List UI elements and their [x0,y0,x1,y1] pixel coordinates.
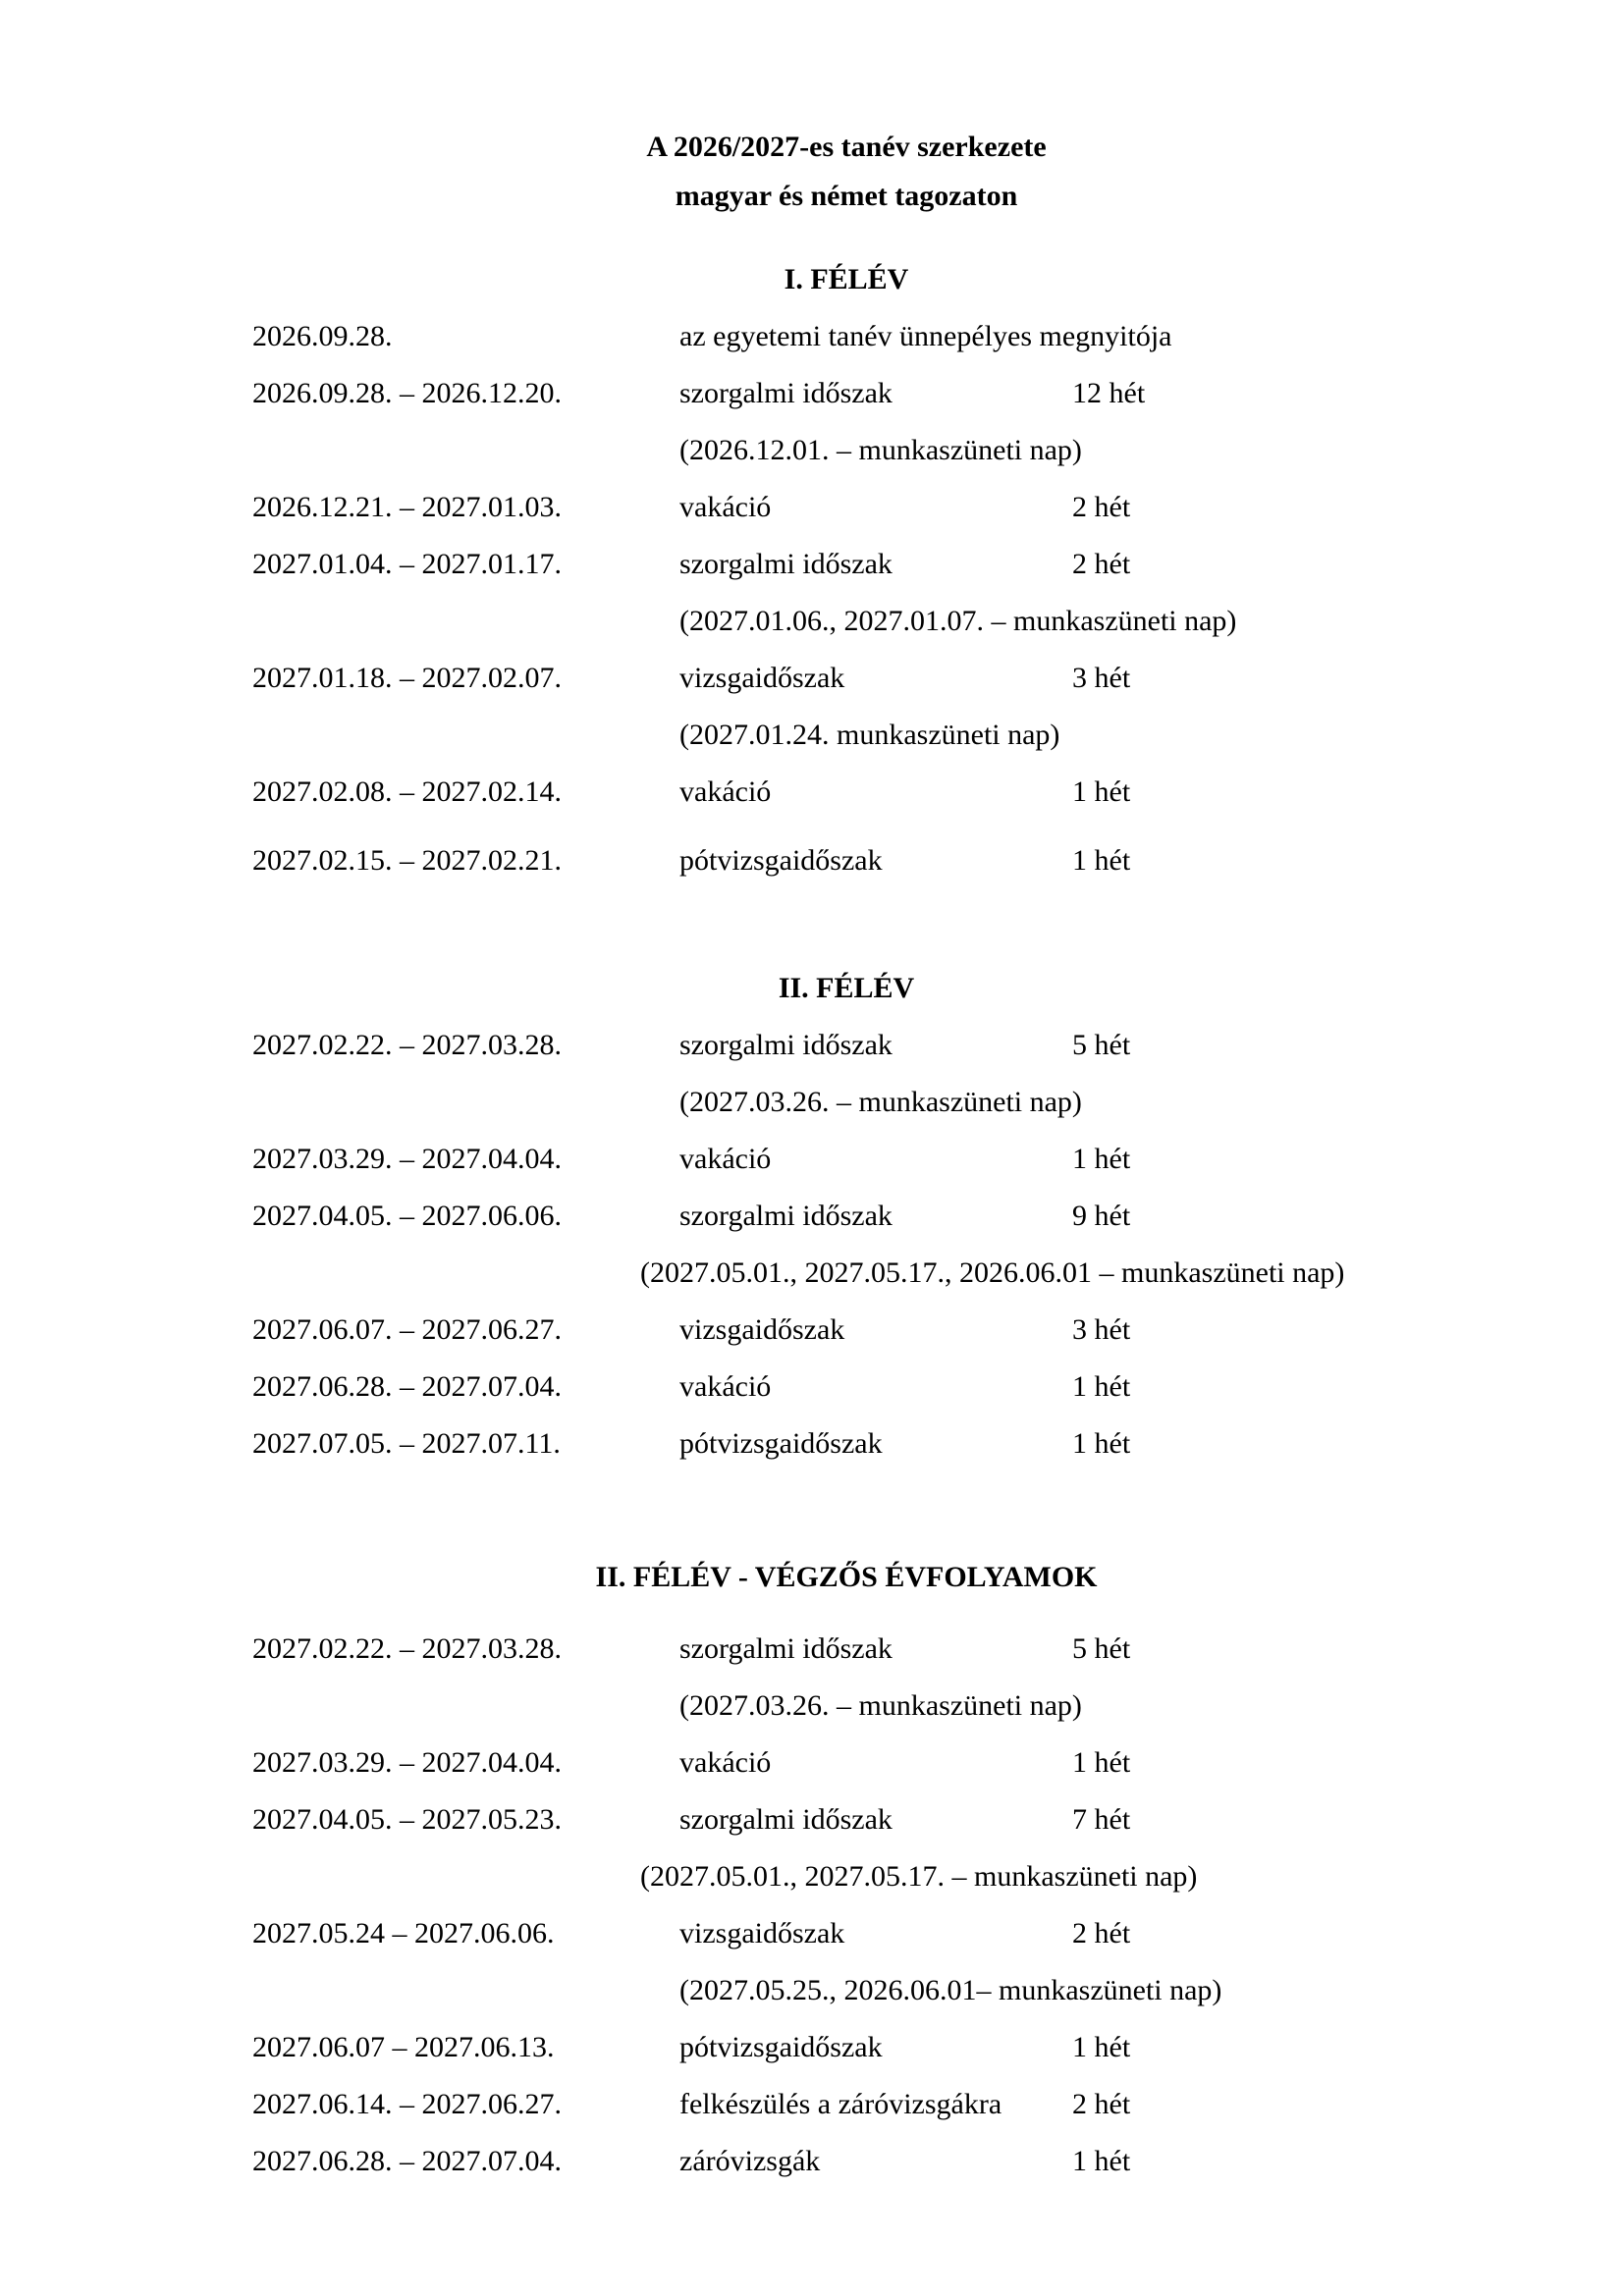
schedule-row [0,1310,1624,1350]
duration-weeks: 1 hét [1072,1746,1131,1779]
period-name: szorgalmi időszak [679,377,893,409]
schedule-note-row [0,1686,1624,1726]
date-range: 2027.03.29. – 2027.04.04. [252,1143,562,1175]
period-name: vakáció [679,1370,772,1403]
schedule-row [0,1026,1624,1065]
duration-weeks: 5 hét [1072,1029,1131,1061]
period-name: vakáció [679,1746,772,1779]
duration-weeks: 2 hét [1072,1917,1131,1949]
date-range: 2027.02.22. – 2027.03.28. [252,1029,562,1061]
schedule-row [0,317,1624,356]
period-name: vakáció [679,1143,772,1175]
schedule-row [0,1424,1624,1464]
schedule-row [0,1197,1624,1236]
date-range: 2027.07.05. – 2027.07.11. [252,1427,561,1460]
section-heading: I. FÉLÉV [784,263,909,295]
document-subtitle: magyar és német tagozaton [675,180,1018,212]
schedule-row [0,1367,1624,1407]
period-name: pótvizsgaidőszak [679,2031,883,2063]
duration-weeks: 1 hét [1072,2145,1131,2177]
section-heading: II. FÉLÉV [778,972,915,1004]
period-name: szorgalmi időszak [679,1803,893,1836]
duration-weeks: 9 hét [1072,1200,1131,1232]
duration-weeks: 1 hét [1072,1427,1131,1460]
duration-weeks: 1 hét [1072,1370,1131,1403]
duration-weeks: 12 hét [1072,377,1146,409]
holiday-note: (2027.03.26. – munkaszüneti nap) [679,1086,1082,1118]
holiday-note: (2027.05.25., 2026.06.01– munkaszüneti nap) [679,1974,1222,2006]
schedule-row [0,773,1624,812]
period-name: vakáció [679,491,772,523]
duration-weeks: 2 hét [1072,2088,1131,2120]
period-name: az egyetemi tanév ünnepélyes megnyitója [679,320,1172,352]
schedule-note-row [0,1083,1624,1122]
period-name: vizsgaidőszak [679,1313,845,1346]
schedule-row [0,1629,1624,1669]
schedule-note-row [0,1971,1624,2010]
period-name: felkészülés a záróvizsgákra [679,2088,1002,2120]
date-range: 2027.06.07. – 2027.06.27. [252,1313,562,1346]
period-name: szorgalmi időszak [679,1200,893,1232]
section-heading: II. FÉLÉV - VÉGZŐS ÉVFOLYAMOK [595,1561,1098,1593]
period-name: vizsgaidőszak [679,662,845,694]
duration-weeks: 3 hét [1072,1313,1131,1346]
schedule-row [0,1914,1624,1953]
schedule-note-row [0,1254,1624,1293]
schedule-row [0,2142,1624,2181]
date-range: 2027.05.24 – 2027.06.06. [252,1917,555,1949]
holiday-note: (2027.01.06., 2027.01.07. – munkaszüneti nap) [679,605,1237,637]
date-range: 2026.09.28. [252,320,393,352]
schedule-row [0,1743,1624,1783]
duration-weeks: 7 hét [1072,1803,1131,1836]
duration-weeks: 1 hét [1072,844,1131,877]
period-name: szorgalmi időszak [679,548,893,580]
period-name: vizsgaidőszak [679,1917,845,1949]
duration-weeks: 2 hét [1072,548,1131,580]
schedule-row [0,2028,1624,2067]
date-range: 2027.04.05. – 2027.05.23. [252,1803,562,1836]
schedule-note-row [0,1857,1624,1896]
period-name: pótvizsgaidőszak [679,1427,883,1460]
date-range: 2027.01.04. – 2027.01.17. [252,548,562,580]
date-range: 2027.06.14. – 2027.06.27. [252,2088,562,2120]
document-title: A 2026/2027-es tanév szerkezete [646,131,1047,163]
schedule-row [0,1800,1624,1840]
schedule-row [0,488,1624,527]
schedule-note-row [0,431,1624,470]
period-name: pótvizsgaidőszak [679,844,883,877]
duration-weeks: 1 hét [1072,1143,1131,1175]
holiday-note: (2027.03.26. – munkaszüneti nap) [679,1689,1082,1722]
duration-weeks: 3 hét [1072,662,1131,694]
schedule-note-row [0,716,1624,755]
period-name: vakáció [679,775,772,808]
date-range: 2027.03.29. – 2027.04.04. [252,1746,562,1779]
schedule-row [0,841,1624,881]
date-range: 2027.01.18. – 2027.02.07. [252,662,562,694]
period-name: záróvizsgák [679,2145,821,2177]
date-range: 2027.06.28. – 2027.07.04. [252,1370,562,1403]
duration-weeks: 1 hét [1072,2031,1131,2063]
date-range: 2027.06.28. – 2027.07.04. [252,2145,562,2177]
holiday-note: (2027.05.01., 2027.05.17. – munkaszüneti nap) [640,1860,1198,1893]
date-range: 2026.12.21. – 2027.01.03. [252,491,562,523]
schedule-row [0,545,1624,584]
holiday-note: (2027.01.24. munkaszüneti nap) [679,719,1060,751]
schedule-row [0,1140,1624,1179]
date-range: 2027.02.08. – 2027.02.14. [252,775,562,808]
schedule-row [0,659,1624,698]
duration-weeks: 1 hét [1072,775,1131,808]
duration-weeks: 2 hét [1072,491,1131,523]
date-range: 2026.09.28. – 2026.12.20. [252,377,562,409]
duration-weeks: 5 hét [1072,1632,1131,1665]
date-range: 2027.06.07 – 2027.06.13. [252,2031,555,2063]
holiday-note: (2026.12.01. – munkaszüneti nap) [679,434,1082,466]
date-range: 2027.02.22. – 2027.03.28. [252,1632,562,1665]
schedule-row [0,374,1624,413]
holiday-note: (2027.05.01., 2027.05.17., 2026.06.01 – munkaszüneti nap) [640,1256,1345,1289]
period-name: szorgalmi időszak [679,1029,893,1061]
schedule-note-row [0,602,1624,641]
date-range: 2027.04.05. – 2027.06.06. [252,1200,562,1232]
date-range: 2027.02.15. – 2027.02.21. [252,844,562,877]
period-name: szorgalmi időszak [679,1632,893,1665]
schedule-row [0,2085,1624,2124]
